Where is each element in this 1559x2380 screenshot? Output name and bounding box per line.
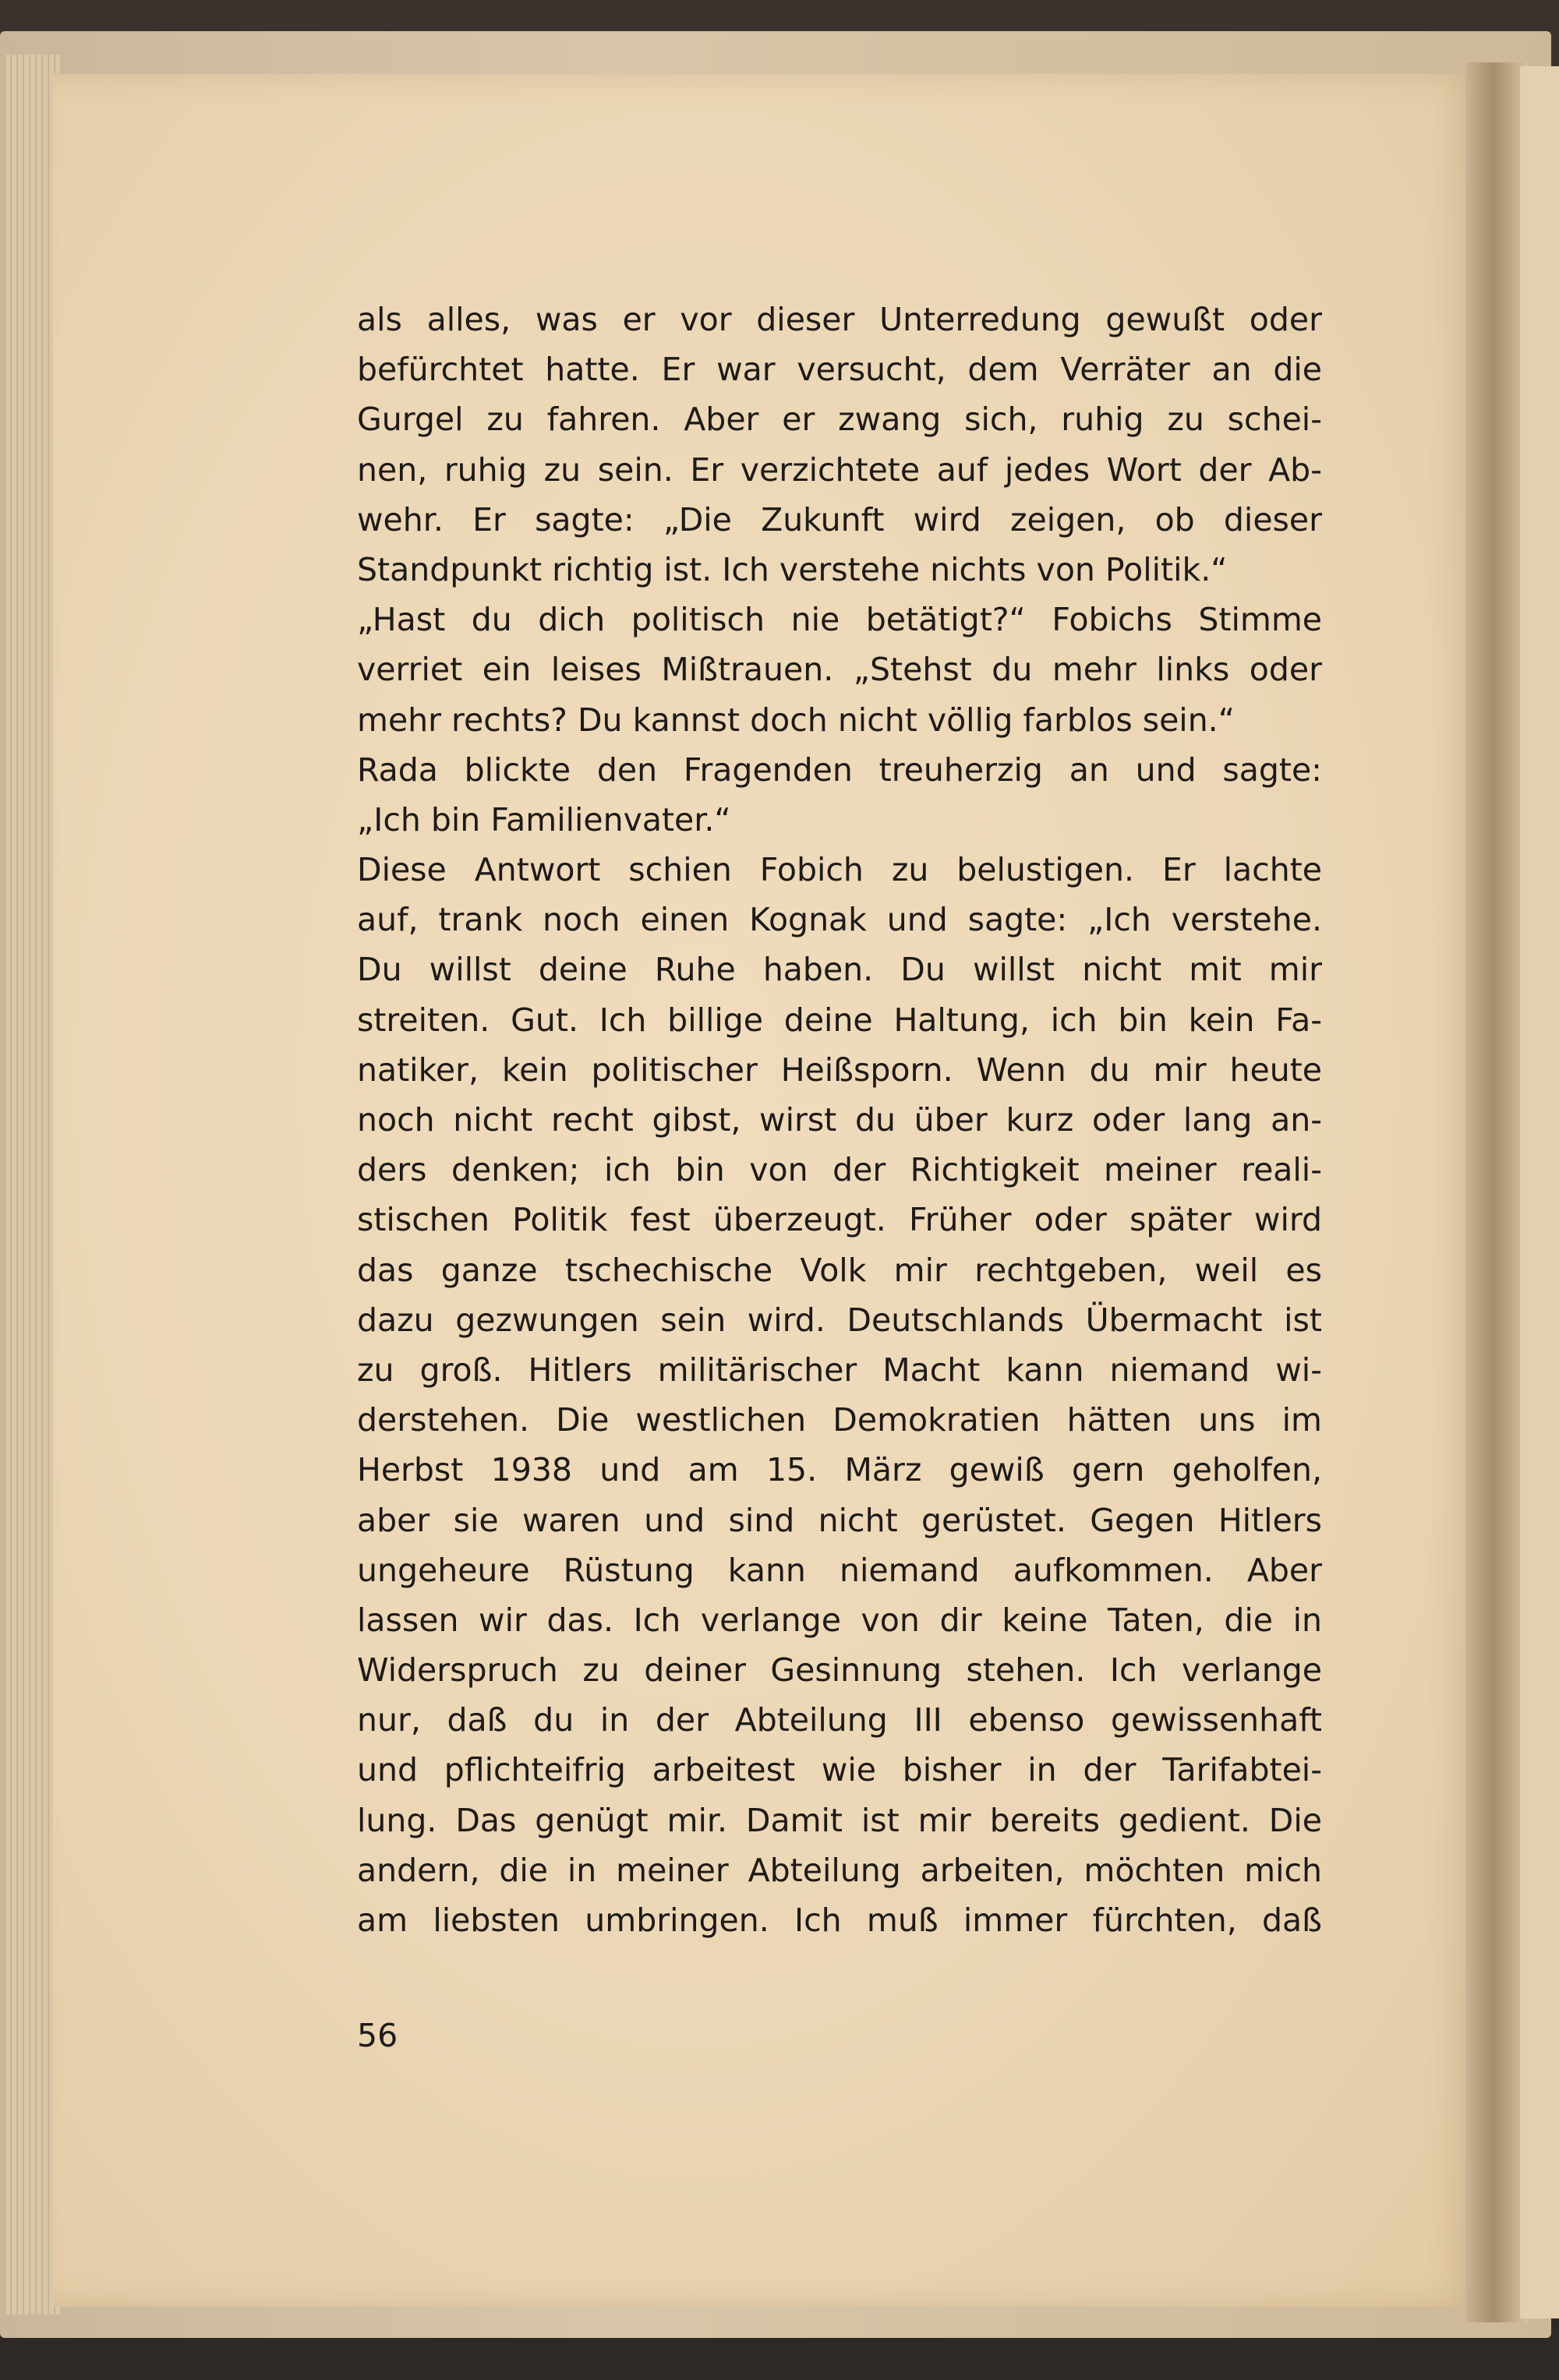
page-number: 56	[357, 2017, 398, 2054]
text-line: wehr. Er sagte: „Die Zukunft wird zeigen, ob dieser	[357, 500, 1322, 539]
text-line: Diese Antwort schien Fobich zu belustigen. Er lachte	[357, 851, 1322, 889]
text-line: am liebsten umbringen. Ich muß immer fürchten, daß	[357, 1902, 1322, 1939]
text-line: ungeheure Rüstung kann niemand aufkommen. Aber	[357, 1551, 1322, 1589]
text-line: noch nicht recht gibst, wirst du über kurz oder lang an-	[357, 1101, 1322, 1139]
text-line: lung. Das genügt mir. Damit ist mir bereits gedient. Die	[357, 1801, 1322, 1839]
text-line: „Ich bin Familienvater.“	[357, 800, 731, 839]
text-line: befürchtet hatte. Er war versucht, dem Verräter an die	[357, 351, 1322, 389]
book-gutter	[1465, 62, 1528, 2322]
text-line: Widerspruch zu deiner Gesinnung stehen. Ich verlange	[357, 1651, 1322, 1690]
text-line: stischen Politik fest überzeugt. Früher oder später wird	[357, 1201, 1322, 1239]
text-line: natiker, kein politischer Heißsporn. Wenn du mir heute	[357, 1051, 1322, 1089]
facing-page-edge	[1520, 66, 1559, 2318]
text-line: als alles, was er vor dieser Unterredung gewußt oder	[357, 301, 1322, 338]
text-line: „Hast du dich politisch nie betätigt?“ Fobichs Stimme	[357, 601, 1322, 639]
text-line: dazu gezwungen sein wird. Deutschlands Übermacht ist	[357, 1301, 1322, 1339]
text-line: Gurgel zu fahren. Aber er zwang sich, ruhig zu schei-	[357, 401, 1322, 439]
text-line: ders denken; ich bin von der Richtigkeit meiner reali-	[357, 1151, 1322, 1189]
text-line: und pflichteifrig arbeitest wie bisher in der Tarifabtei-	[357, 1751, 1322, 1789]
text-line: Du willst deine Ruhe haben. Du willst nicht mit mir	[357, 951, 1322, 989]
text-line: Herbst 1938 und am 15. März gewiß gern geholfen,	[357, 1451, 1322, 1489]
text-line: mehr rechts? Du kannst doch nicht völlig farblos sein.“	[357, 701, 1235, 739]
text-line: auf, trank noch einen Kognak und sagte: „Ich verstehe.	[357, 901, 1322, 939]
text-line: derstehen. Die westlichen Demokratien hätten uns im	[357, 1401, 1322, 1439]
text-line: zu groß. Hitlers militärischer Macht kann niemand wi-	[357, 1351, 1322, 1389]
text-line: das ganze tschechische Volk mir rechtgeben, weil es	[357, 1251, 1322, 1289]
text-line: nen, ruhig zu sein. Er verzichtete auf jedes Wort der Ab-	[357, 450, 1322, 489]
text-line: streiten. Gut. Ich billige deine Haltung, ich bin kein Fa-	[357, 1001, 1322, 1039]
text-line: verriet ein leises Mißtrauen. „Stehst du mehr links oder	[357, 651, 1322, 689]
text-line: Standpunkt richtig ist. Ich verstehe nichts von Politik.“	[357, 550, 1228, 588]
text-line: Rada blickte den Fragenden treuherzig an und sagte:	[357, 750, 1322, 789]
body-text	[357, 295, 1322, 1945]
text-line: lassen wir das. Ich verlange von dir keine Taten, die in	[357, 1601, 1322, 1639]
text-line: nur, daß du in der Abteilung III ebenso gewissenhaft	[357, 1701, 1322, 1739]
text-line: aber sie waren und sind nicht gerüstet. Gegen Hitlers	[357, 1501, 1322, 1539]
text-line: andern, die in meiner Abteilung arbeiten, möchten mich	[357, 1851, 1322, 1889]
